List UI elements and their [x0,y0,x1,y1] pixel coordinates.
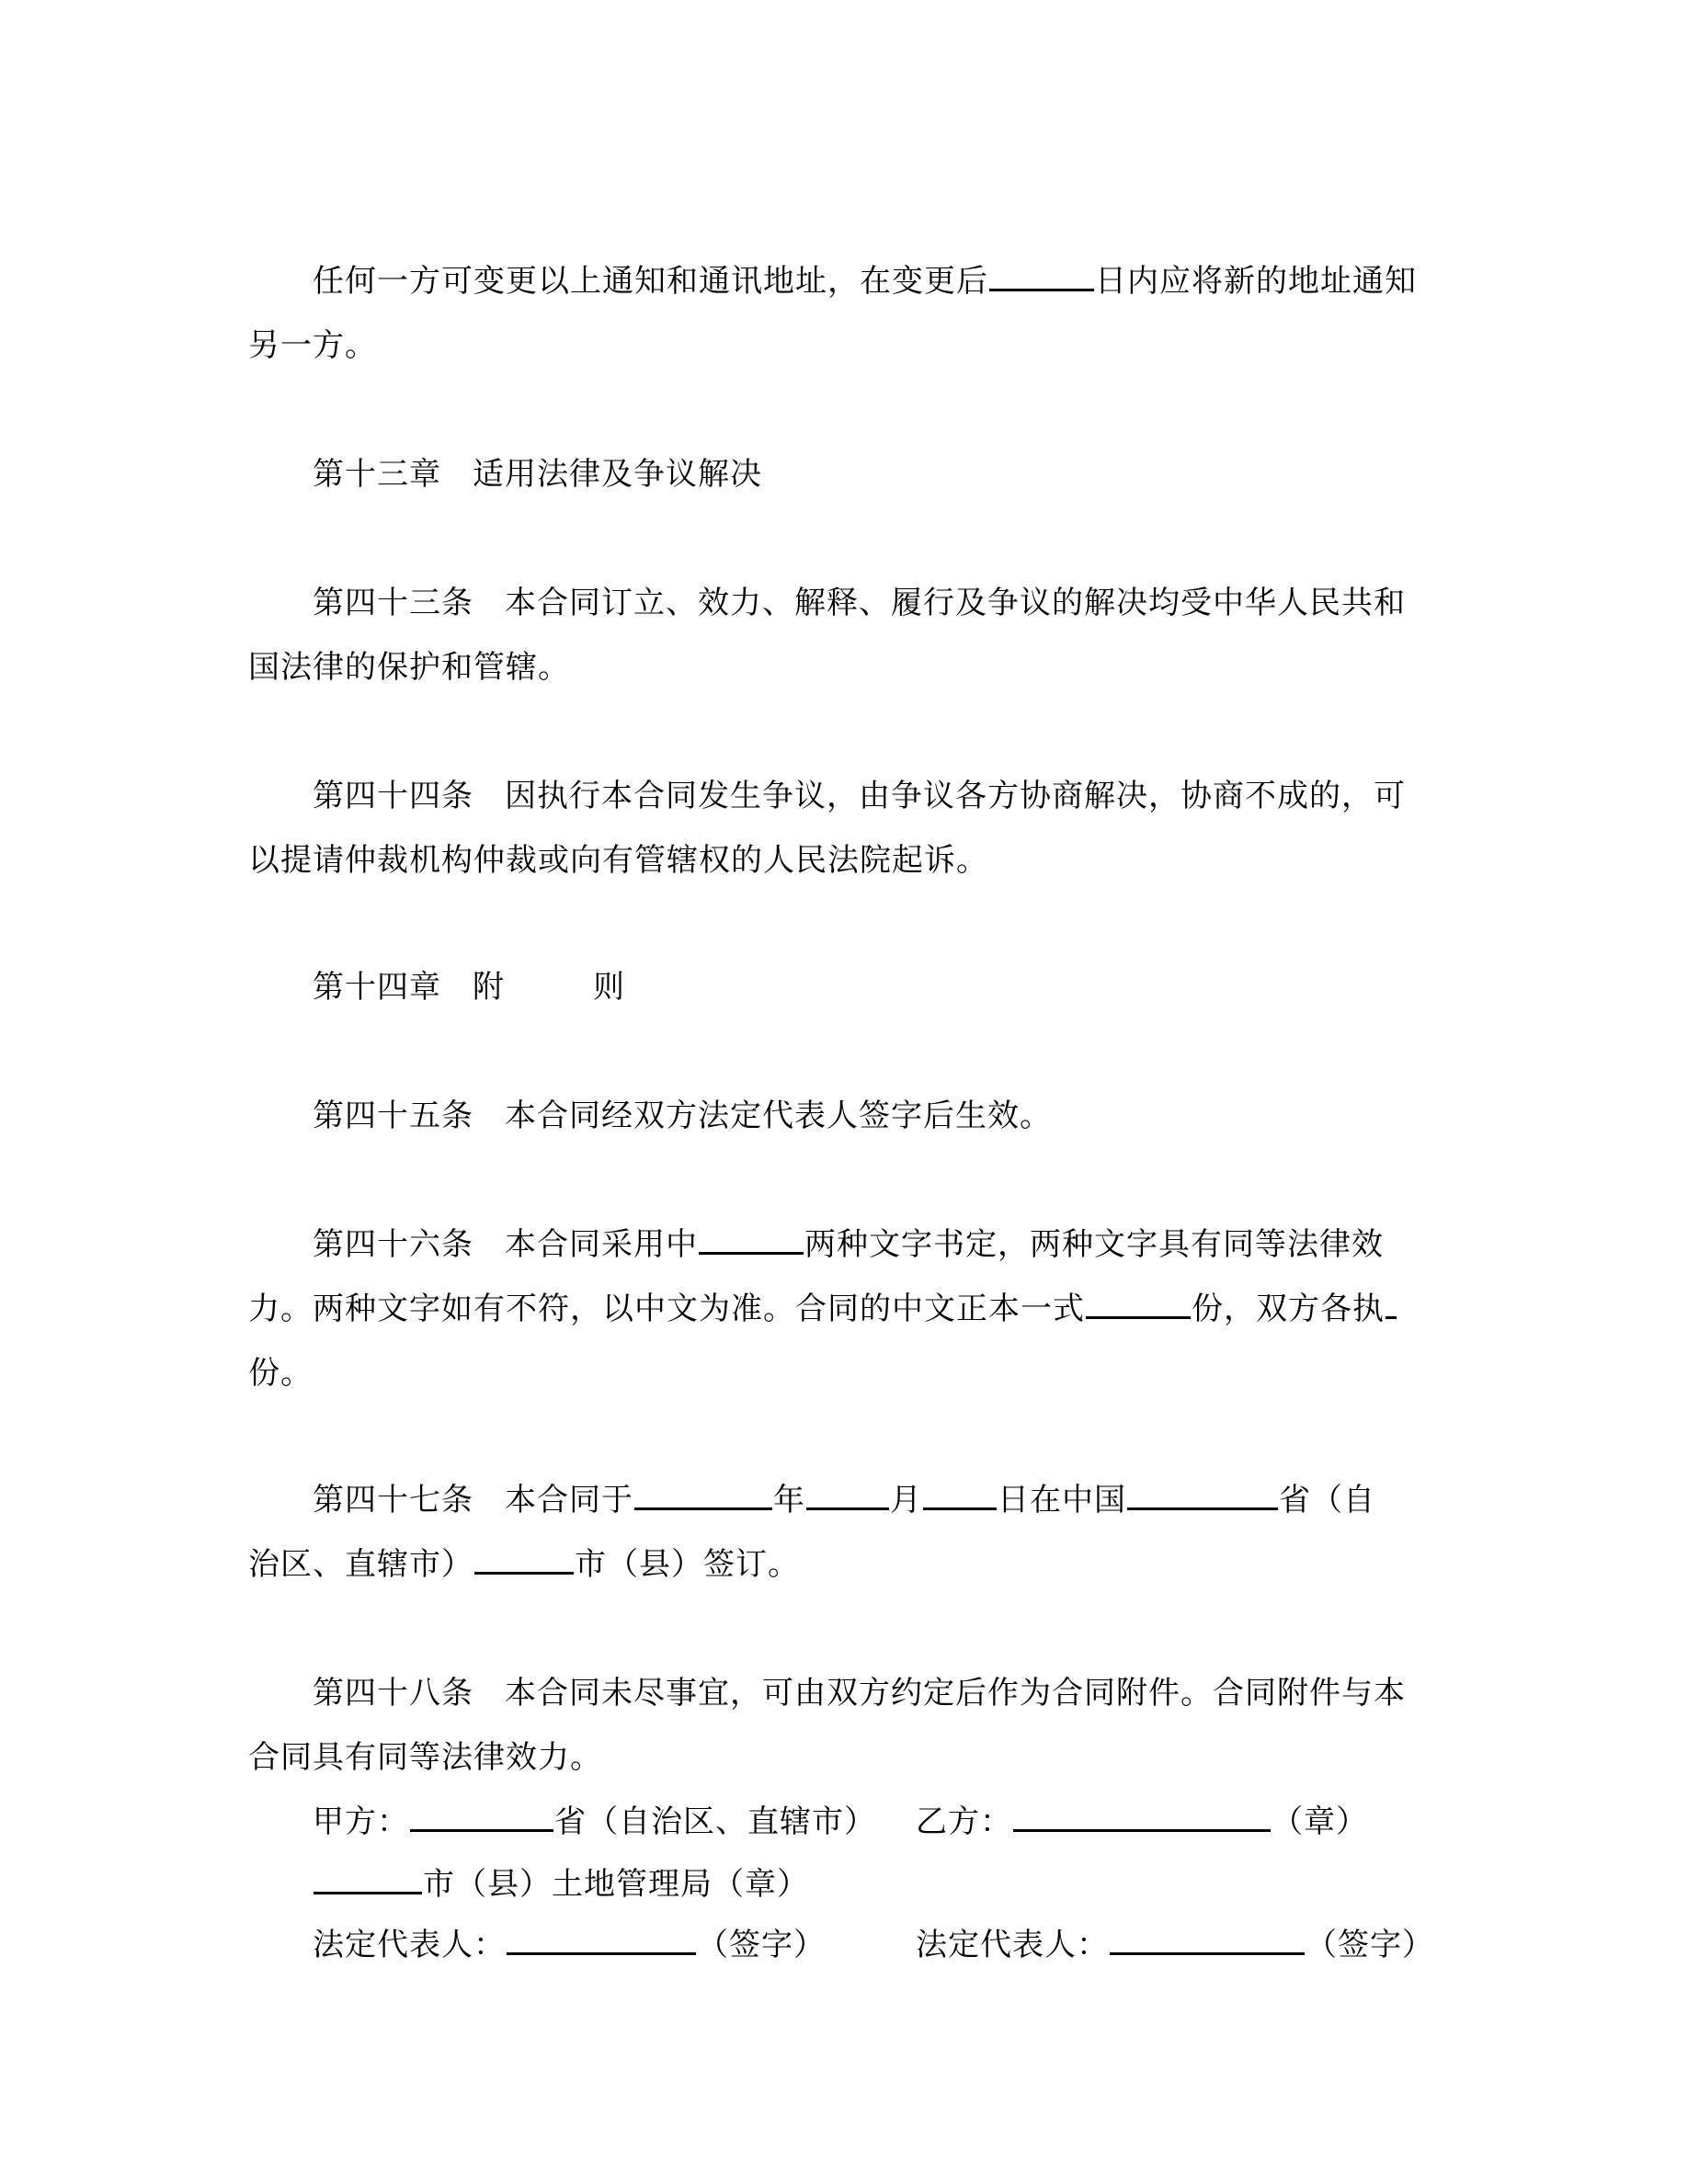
article-line [313,1673,1406,1713]
blank-field[interactable] [989,261,1094,291]
text: 合同具有同等法律效力。 [248,1739,602,1776]
blank-field[interactable] [1086,1289,1191,1319]
signature-line-party-a [313,1802,876,1842]
chapter-title: 适用法律及争议解决 [473,456,762,493]
article-number: 第四十三条 [313,585,473,621]
text: 份，双方各执 [1192,1291,1385,1327]
text: 本合同采用中 [505,1226,698,1263]
blank-field-rep-b[interactable] [1110,1925,1305,1955]
article-line [248,1544,800,1585]
article-number: 第四十五条 [313,1098,473,1134]
blank-field-province[interactable] [1127,1480,1278,1510]
text: 另一方。 [248,327,377,364]
text: 省（自 [1279,1482,1375,1519]
rep-a-label: 法定代表人： [313,1927,506,1963]
party-a-suffix: 省（自治区、直辖市） [554,1803,876,1840]
article-number: 第四十七条 [313,1482,473,1519]
article-line [248,840,988,881]
article-number: 第四十六条 [313,1226,473,1263]
article-line [313,1224,1384,1265]
chapter-title: 附 [473,969,505,1006]
chapter-title: 则 [593,969,625,1006]
paragraph-line [248,325,377,366]
article-number: 第四十八条 [313,1675,473,1712]
signature-line-bureau [313,1864,809,1905]
text: 月 [890,1482,922,1519]
article-line [313,776,1406,816]
party-a-label: 甲方： [313,1803,409,1840]
signature-line-rep-a [313,1925,826,1965]
blank-field-month[interactable] [806,1480,889,1510]
text: 市（县）签订。 [575,1546,800,1583]
paragraph-line [313,261,1417,301]
party-b-label: 乙方： [916,1803,1012,1840]
chapter-heading [313,967,625,1007]
article-line [313,1096,1052,1136]
text: 日在中国 [998,1482,1126,1519]
text: 两种文字书定，两种文字具有同等法律效 [804,1226,1384,1263]
text: 本合同于 [505,1482,633,1519]
bureau-label: 市（县）土地管理局（章） [423,1866,809,1903]
signature-line-rep-b [916,1925,1434,1965]
party-b-suffix: （章） [1272,1803,1368,1840]
blank-field-day[interactable] [923,1480,997,1510]
rep-b-label: 法定代表人： [916,1927,1109,1963]
text: 以提请仲裁机构仲裁或向有管辖权的人民法院起诉。 [248,842,988,879]
blank-field-city[interactable] [474,1544,574,1575]
text: 力。两种文字如有不符，以中文为准。合同的中文正本一式 [248,1291,1085,1327]
blank-field-rep-a[interactable] [507,1925,696,1955]
text: 日内应将新的地址通知 [1095,263,1417,300]
text: 份。 [248,1355,313,1392]
text: 任何一方可变更以上通知和通讯地址，在变更后 [313,263,988,300]
blank-field-year[interactable] [634,1480,772,1510]
blank-field-party-a[interactable] [410,1802,553,1832]
chapter-number: 第十三章 [313,456,441,493]
article-line [248,1737,602,1778]
text: 国法律的保护和管辖。 [248,649,570,686]
text: 治区、直辖市） [248,1546,473,1583]
text: 本合同经双方法定代表人签字后生效。 [505,1098,1052,1134]
blank-field[interactable] [699,1224,804,1255]
signature-line-party-b [916,1802,1368,1842]
article-number: 第四十四条 [313,778,473,814]
article-line [313,1480,1375,1520]
blank-field-bureau[interactable] [314,1864,422,1894]
article-line [313,583,1406,623]
article-line [248,1289,1397,1329]
blank-field[interactable] [1386,1289,1397,1319]
article-line [248,1353,313,1393]
chapter-number: 第十四章 [313,969,441,1006]
rep-a-suffix: （签字） [697,1927,826,1963]
text: 年 [773,1482,805,1519]
rep-b-suffix: （签字） [1306,1927,1434,1963]
text: 本合同未尽事宜，可由双方约定后作为合同附件。合同附件与本 [505,1675,1406,1712]
text: 因执行本合同发生争议，由争议各方协商解决，协商不成的，可 [505,778,1406,814]
chapter-heading [313,454,762,495]
blank-field-party-b[interactable] [1013,1802,1271,1832]
article-line [248,647,570,688]
text: 本合同订立、效力、解释、履行及争议的解决均受中华人民共和 [505,585,1406,621]
